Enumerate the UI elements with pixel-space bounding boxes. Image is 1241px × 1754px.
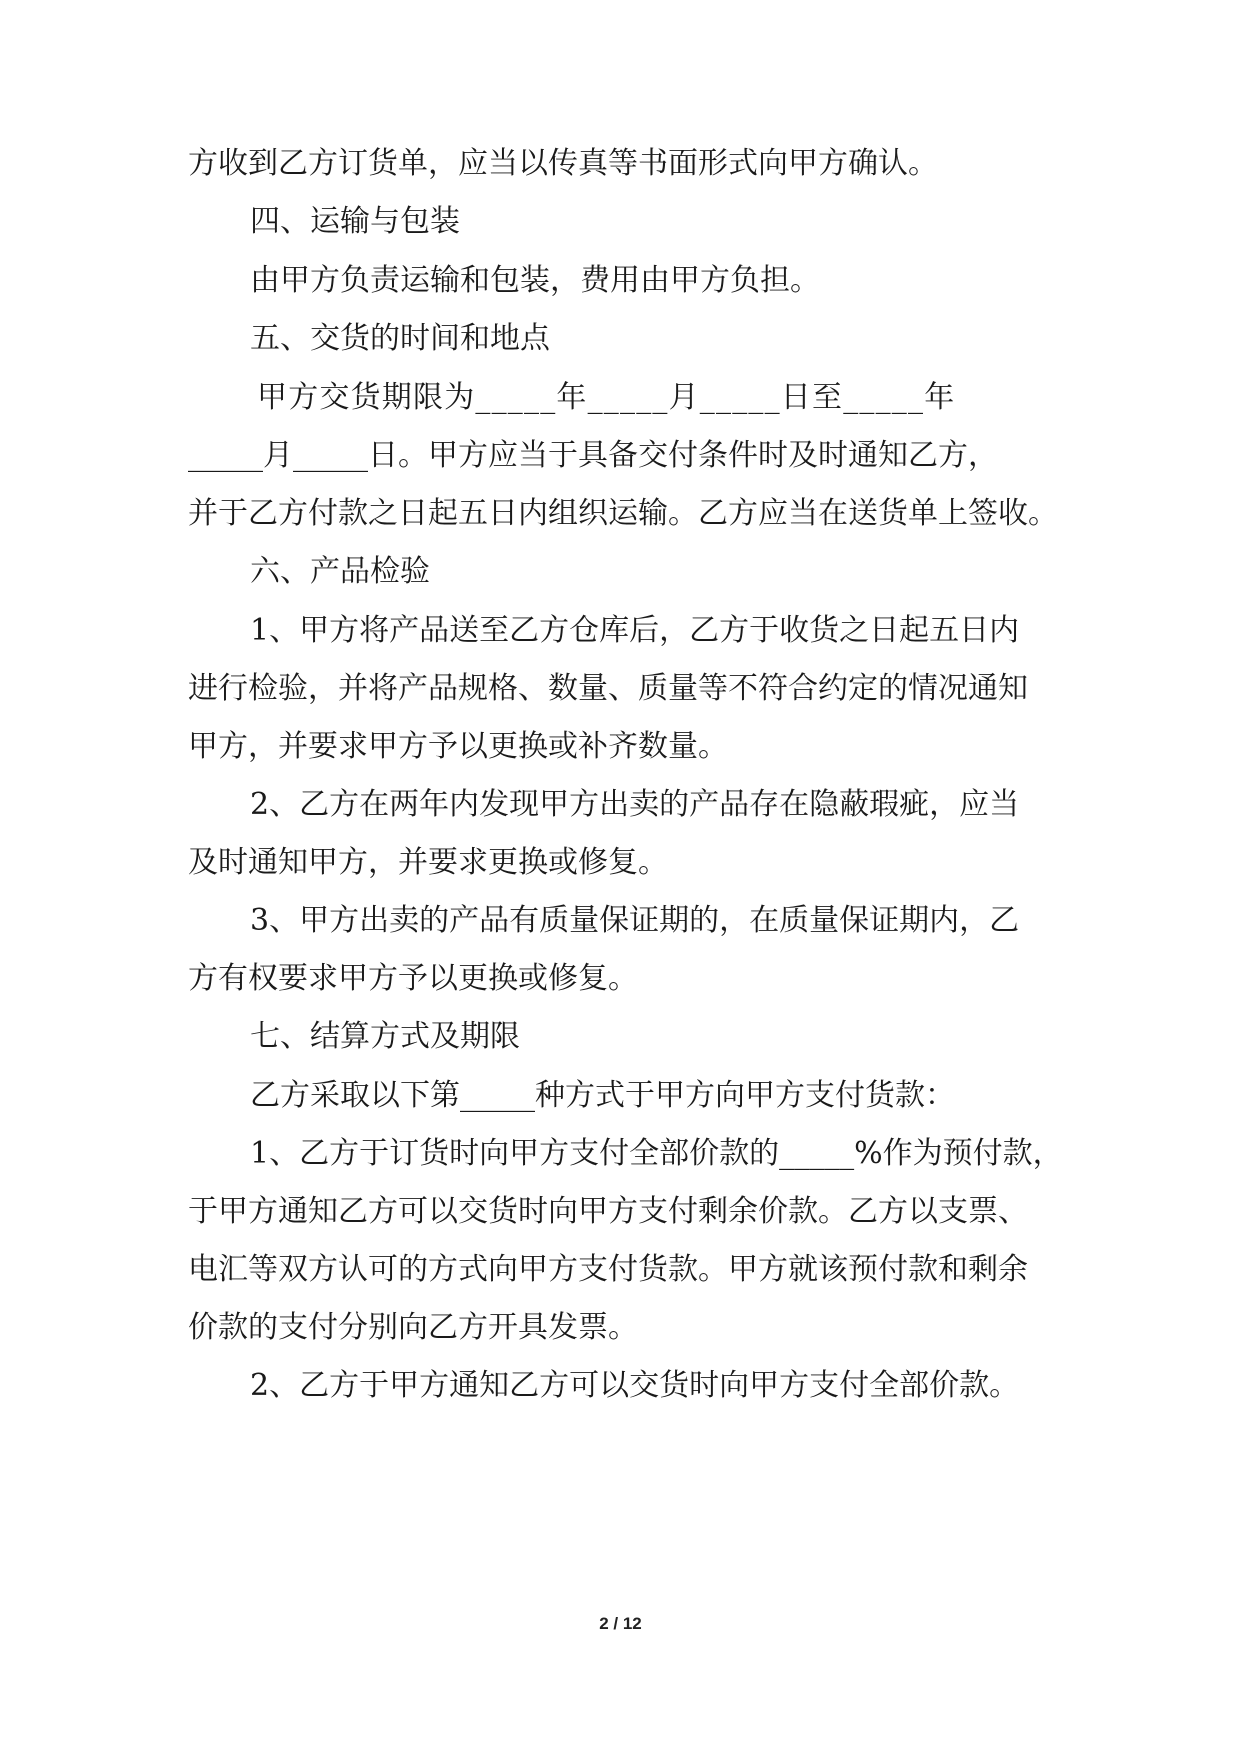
body-line-inspection-5: 及时通知甲方，并要求更换或修复。 xyxy=(188,845,668,880)
section-heading-settlement: 七、结算方式及期限 xyxy=(250,1019,520,1054)
page-number: 2 / 12 xyxy=(599,1614,642,1633)
body-line-delivery-2: _____月_____日。甲方应当于具备交付条件时及时通知乙方， xyxy=(188,438,998,473)
body-line-delivery-3: 并于乙方付款之日起五日内组织运输。乙方应当在送货单上签收。 xyxy=(188,496,1058,531)
body-line-inspection-4: 2、乙方在两年内发现甲方出卖的产品存在隐蔽瑕疵，应当 xyxy=(250,787,1020,822)
body-line-settlement-5: 价款的支付分别向乙方开具发票。 xyxy=(188,1310,638,1345)
body-line-settlement-4: 电汇等双方认可的方式向甲方支付货款。甲方就该预付款和剩余 xyxy=(188,1252,1028,1287)
body-line-inspection-1: 1、甲方将产品送至乙方仓库后，乙方于收货之日起五日内 xyxy=(250,613,1020,648)
body-line-transport: 由甲方负责运输和包装，费用由甲方负担。 xyxy=(250,263,820,298)
body-line-settlement-1: 乙方采取以下第_____种方式于甲方向甲方支付货款： xyxy=(250,1078,955,1113)
body-line-inspection-7: 方有权要求甲方予以更换或修复。 xyxy=(188,961,638,996)
body-line-settlement-6: 2、乙方于甲方通知乙方可以交货时向甲方支付全部价款。 xyxy=(250,1368,1020,1403)
section-heading-transport: 四、运输与包装 xyxy=(250,204,460,239)
body-line-inspection-3: 甲方，并要求甲方予以更换或补齐数量。 xyxy=(188,729,728,764)
body-line-inspection-6: 3、甲方出卖的产品有质量保证期的，在质量保证期内，乙 xyxy=(250,903,1020,938)
section-heading-delivery: 五、交货的时间和地点 xyxy=(250,321,550,356)
body-line-1: 方收到乙方订货单，应当以传真等书面形式向甲方确认。 xyxy=(188,146,938,181)
body-line-settlement-3: 于甲方通知乙方可以交货时向甲方支付剩余价款。乙方以支票、 xyxy=(188,1194,1028,1229)
body-line-inspection-2: 进行检验，并将产品规格、数量、质量等不符合约定的情况通知 xyxy=(188,671,1028,706)
body-line-delivery-1: 甲方交货期限为_____年_____月_____日至_____年 xyxy=(257,380,956,415)
body-line-settlement-2: 1、乙方于订货时向甲方支付全部价款的_____%作为预付款， xyxy=(250,1136,1063,1171)
section-heading-inspection: 六、产品检验 xyxy=(250,554,430,589)
